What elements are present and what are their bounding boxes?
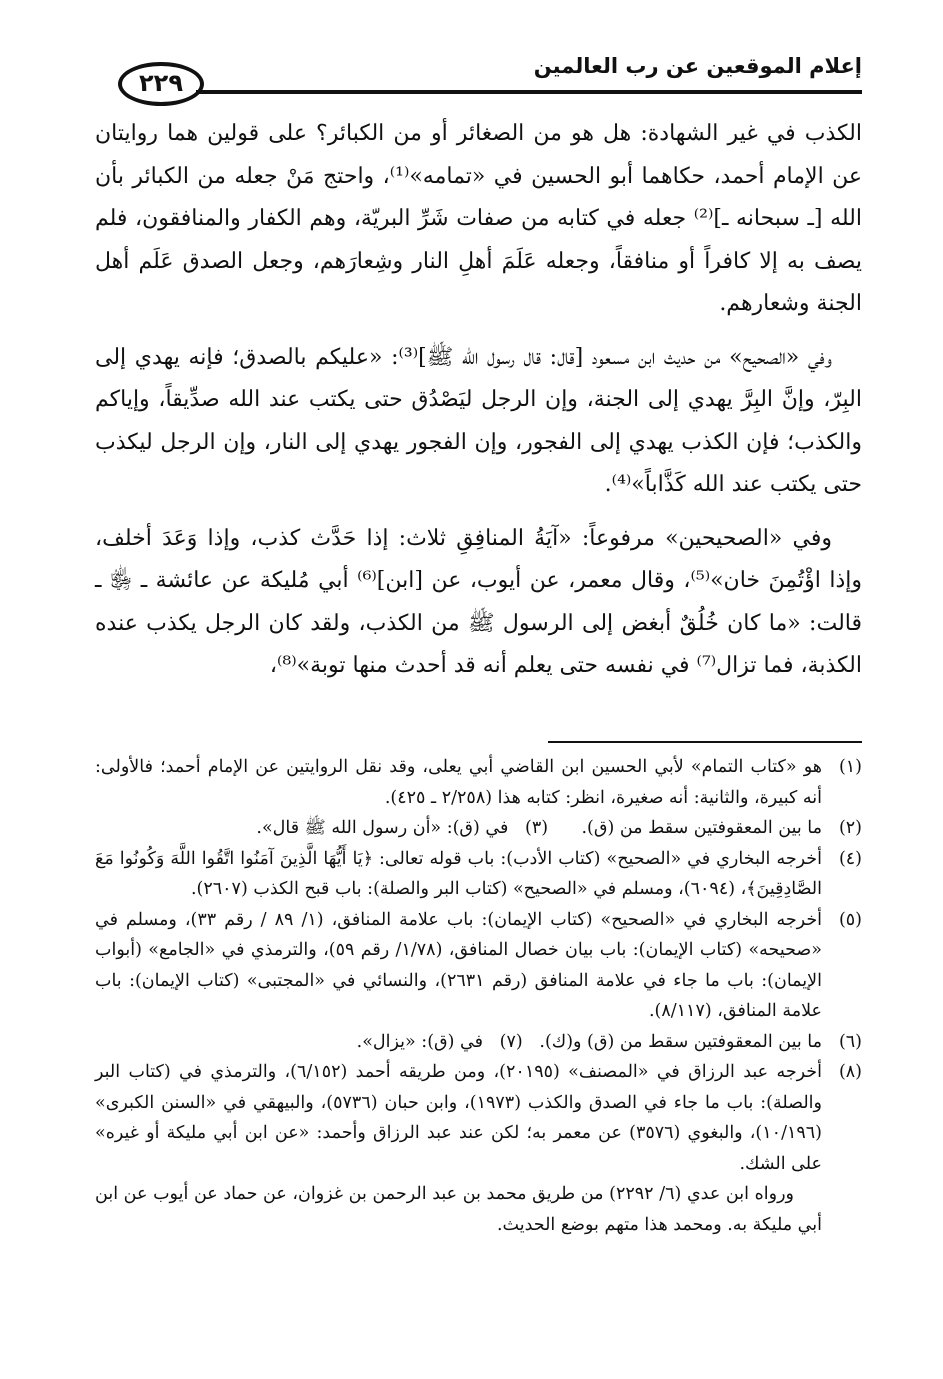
footnote-2 <box>95 813 862 844</box>
footnote-number: (٥) <box>838 909 862 930</box>
main-text <box>95 113 862 699</box>
footnote-text: ما بين المعقوفتين سقط من (ق). (٣) في (ق): «أن رسول الله ﷺ قال». <box>256 818 822 838</box>
footnote-number: (٨) <box>838 1062 862 1082</box>
footnote-8 <box>95 1057 862 1179</box>
footnote-text: أخرجه البخاري في «الصحيح» (كتاب الأدب): باب قوله تعالى: ﴿يَا أَيُّهَا الَّذِينَ آمَنُوا اتَّقُوا اللَّهَ وَكُونُوا مَعَ الصَّادِقِينَ﴾، (٦٠٩٤)، ومسلم في «الصحيح» (كتاب البر والصلة): باب قبح الكذب (٢٦٠٧). <box>95 848 822 899</box>
footnote-text: ما بين المعقوفتين سقط من (ق) و(ك). (٧) في (ق): «يزال». <box>356 1031 822 1052</box>
footnote-text: أخرجه عبد الرزاق في «المصنف» (٢٠١٩٥)، ومن طريقه أحمد (٦/١٥٢)، والترمذي في (كتاب البر والصلة): باب ما جاء في الصدق والكذب (١٩٧٣)، وابن حبان (٥٧٣٦)، والبيهقي في «السنن الكبرى» (١٠/١٩٦)، والبغوي (٣٥٧٦) عن معمر به؛ لكن عند عبد الرزاق وأحمد: «عن ابن أبي مليكة أو غيره» على الشك. <box>95 1062 822 1174</box>
footnote-number: (١) <box>838 757 862 777</box>
footnote-number: (٦) <box>838 1031 862 1052</box>
paragraph: الكذب في غير الشهادة: هل هو من الصغائر أو من الكبائر؟ على قولين هما روايتان عن الإمام أحمد، حكاهما أبو الحسين في «تمامه»⁽¹⁾، واحتج مَنْ جعله من الكبائر بأن الله [ـ سبحانه ـ]⁽²⁾ جعله في كتابه من صفات شَرِّ البريّة، وهم الكفار والمنافقون، فلم يصف به إلا كافراً أو منافقاً، وجعله عَلَمَ أهلِ النار وشِعارَهم، وجعل الصدق عَلَم أهل الجنة وشعارهم. <box>95 121 863 316</box>
header-rule <box>196 90 862 94</box>
footnote-separator <box>548 741 862 743</box>
running-title: إعلام الموقعين عن رب العالمين <box>533 54 862 78</box>
paragraph: وفي «الصحيحين» مرفوعاً: «آيَةُ المنافِقِ ثلاث: إذا حَدَّث كذب، وإذا وَعَدَ أخلف، وإذا اؤْتُمِنَ خان»⁽⁵⁾، وقال معمر، عن أيوب، عن [ابن]⁽⁶⁾ أبي مُليكة عن عائشة ـ ﵂ ـ قالت: «ما كان خُلُقٌ أبغض إلى الرسول ﷺ من الكذب، ولقد كان الرجل يكذب عنده الكذبة، فما تزال⁽⁷⁾ في نفسه حتى يعلم أنه قد أحدث منها توبة»⁽⁸⁾، <box>95 525 863 678</box>
footnote-1 <box>95 752 862 813</box>
footnote-4 <box>95 844 862 905</box>
page-number: ٢٢٩ <box>118 62 204 106</box>
paragraph: وفي «الصحيح» من حديث ابن مسعود [قال: قال رسول الله ﷺ]⁽³⁾: «عليكم بالصدق؛ فإنه يهدي إلى البِرّ، وإنَّ البِرَّ يهدي إلى الجنة، وإن الرجل ليَصْدُق حتى يكتب عند الله صدِّيقاً، وإياكم والكذب؛ فإن الكذب يهدي إلى الفجور، وإن الفجور يهدي إلى النار، وإن الرجل ليكذب حتى يكتب عند الله كَذَّاباً»⁽⁴⁾. <box>95 344 862 497</box>
footnote-6 <box>95 1027 862 1058</box>
footnote-continuation: ورواه ابن عدي (٦/ ٢٢٩٢) من طريق محمد بن عبد الرحمن بن غزوان، عن حماد عن أيوب عن ابن أبي مليكة به. ومحمد هذا متهم بوضع الحديث. <box>95 1184 822 1235</box>
footnote-number: (٤) <box>838 848 862 869</box>
page-header <box>96 40 862 100</box>
footnote-number: (٢) <box>838 818 862 838</box>
footnotes <box>95 752 862 1240</box>
footnote-text: أخرجه البخاري في «الصحيح» (كتاب الإيمان): باب علامة المنافق، (١/ ٨٩ / رقم ٣٣)، ومسلم في «صحيحه» (كتاب الإيمان): باب بيان خصال المنافق، (١/٧٨/ رقم ٥٩)، والترمذي في «الجامع» (أبواب الإيمان): باب ما جاء في علامة المنافق (رقم ٢٦٣١)، والنسائي في «المجتبى» (كتاب الإيمان): باب علامة المنافق، (٨/١١٧). <box>95 909 822 1021</box>
footnote-text: هو «كتاب التمام» لأبي الحسين ابن القاضي أبي يعلى، وقد نقل الروايتين عن الإمام أحمد؛ فالأولى: أنه كبيرة، والثانية: أنه صغيرة، انظر: كتابه هذا (٢/٢٥٨ ـ ٤٢٥). <box>95 757 822 808</box>
footnote-5 <box>95 905 862 1027</box>
